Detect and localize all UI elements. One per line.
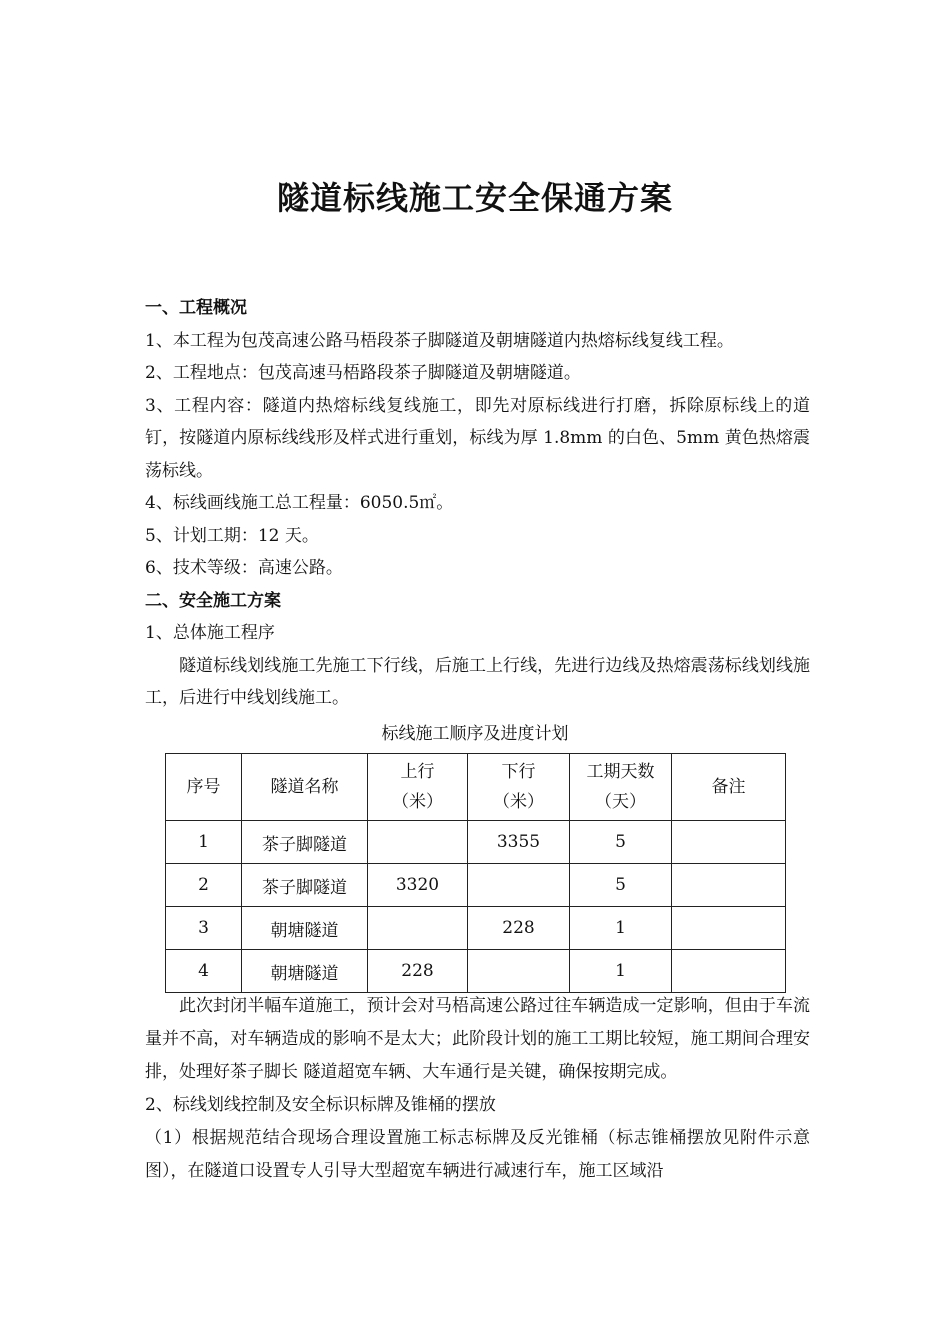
table-cell bbox=[468, 950, 570, 993]
header-cell-upbound: 上行 （米） bbox=[368, 754, 468, 821]
header-cell-duration: 工期天数 （天） bbox=[570, 754, 672, 821]
table-cell: 3 bbox=[166, 907, 242, 950]
header-cell-index: 序号 bbox=[166, 754, 242, 821]
overview-item-1: 1、本工程为包茂高速公路马梧段茶子脚隧道及朝塘隧道内热熔标线复线工程。 bbox=[145, 330, 734, 351]
table-cell: 1 bbox=[570, 907, 672, 950]
table-row bbox=[166, 821, 786, 864]
table-cell: 茶子脚隧道 bbox=[242, 821, 368, 864]
table-cell: 朝塘隧道 bbox=[242, 950, 368, 993]
table-cell: 228 bbox=[368, 950, 468, 993]
overview-item-2: 2、工程地点：包茂高速马梧路段茶子脚隧道及朝塘隧道。 bbox=[145, 363, 581, 383]
table-cell bbox=[368, 821, 468, 864]
table-cell: 1 bbox=[166, 821, 242, 864]
table-header-row bbox=[166, 754, 786, 821]
document-title: 隧道标线施工安全保通方案 bbox=[276, 179, 673, 217]
table-cell: 3355 bbox=[468, 821, 570, 864]
subsection-title-procedure: 1、总体施工程序 bbox=[145, 623, 275, 643]
table-cell bbox=[468, 864, 570, 907]
table-cell: 5 bbox=[570, 821, 672, 864]
overview-item-6: 6、技术等级：高速公路。 bbox=[145, 558, 343, 578]
table-cell bbox=[672, 864, 786, 907]
header-cell-downbound: 下行 （米） bbox=[468, 754, 570, 821]
table-caption: 标线施工顺序及进度计划 bbox=[381, 724, 569, 744]
overview-item-3: 3、工程内容：隧道内热熔标线复线施工，即先对原标线进行打磨，拆除原标线上的道钉，按隧道内原标线线形及样式进行重划，标线为厚 1.8mm 的白色、5mm 黄色热熔震荡标线。 bbox=[145, 395, 810, 481]
table-cell: 3320 bbox=[368, 864, 468, 907]
overview-item-4: 4、标线画线施工总工程量：6050.5㎡。 bbox=[145, 493, 454, 513]
section-heading-safety: 二、安全施工方案 bbox=[145, 590, 281, 611]
overview-item-5: 5、计划工期：12 天。 bbox=[145, 525, 319, 546]
section-overview bbox=[145, 292, 810, 715]
header-cell-remarks: 备注 bbox=[672, 754, 786, 821]
table-cell bbox=[672, 907, 786, 950]
table-cell: 228 bbox=[468, 907, 570, 950]
table-cell: 2 bbox=[166, 864, 242, 907]
procedure-paragraph: 隧道标线划线施工先施工下行线，后施工上行线，先进行边线及热熔震荡标线划线施工，后进行中线划线施工。 bbox=[145, 655, 810, 708]
section-after-table bbox=[145, 990, 810, 1188]
table-cell bbox=[672, 821, 786, 864]
table-row bbox=[166, 950, 786, 993]
table-cell: 茶子脚隧道 bbox=[242, 864, 368, 907]
table-cell: 4 bbox=[166, 950, 242, 993]
markings-item-1: （1）根据规范结合现场合理设置施工标志标牌及反光锥桶（标志锥桶摆放见附件示意图），在隧道口设置专人引导大型超宽车辆进行减速行车，施工区域沿 bbox=[145, 1128, 810, 1181]
table-cell: 朝塘隧道 bbox=[242, 907, 368, 950]
section-heading-overview: 一、工程概况 bbox=[145, 298, 247, 318]
impact-paragraph: 此次封闭半幅车道施工，预计会对马梧高速公路过往车辆造成一定影响，但由于车流量并不高，对车辆造成的影响不是太大；此阶段计划的施工工期比较短，施工期间合理安排，处理好茶子脚长 隧道超宽车辆、大车通行是关键，确保按期完成。 bbox=[145, 996, 810, 1082]
table-row bbox=[166, 864, 786, 907]
table-cell: 1 bbox=[570, 950, 672, 993]
subsection-title-markings: 2、标线划线控制及安全标识标牌及锥桶的摆放 bbox=[145, 1095, 496, 1115]
schedule-table bbox=[165, 753, 786, 993]
table-cell bbox=[672, 950, 786, 993]
table-cell bbox=[368, 907, 468, 950]
header-cell-tunnel-name: 隧道名称 bbox=[242, 754, 368, 821]
table-cell: 5 bbox=[570, 864, 672, 907]
table-row bbox=[166, 907, 786, 950]
